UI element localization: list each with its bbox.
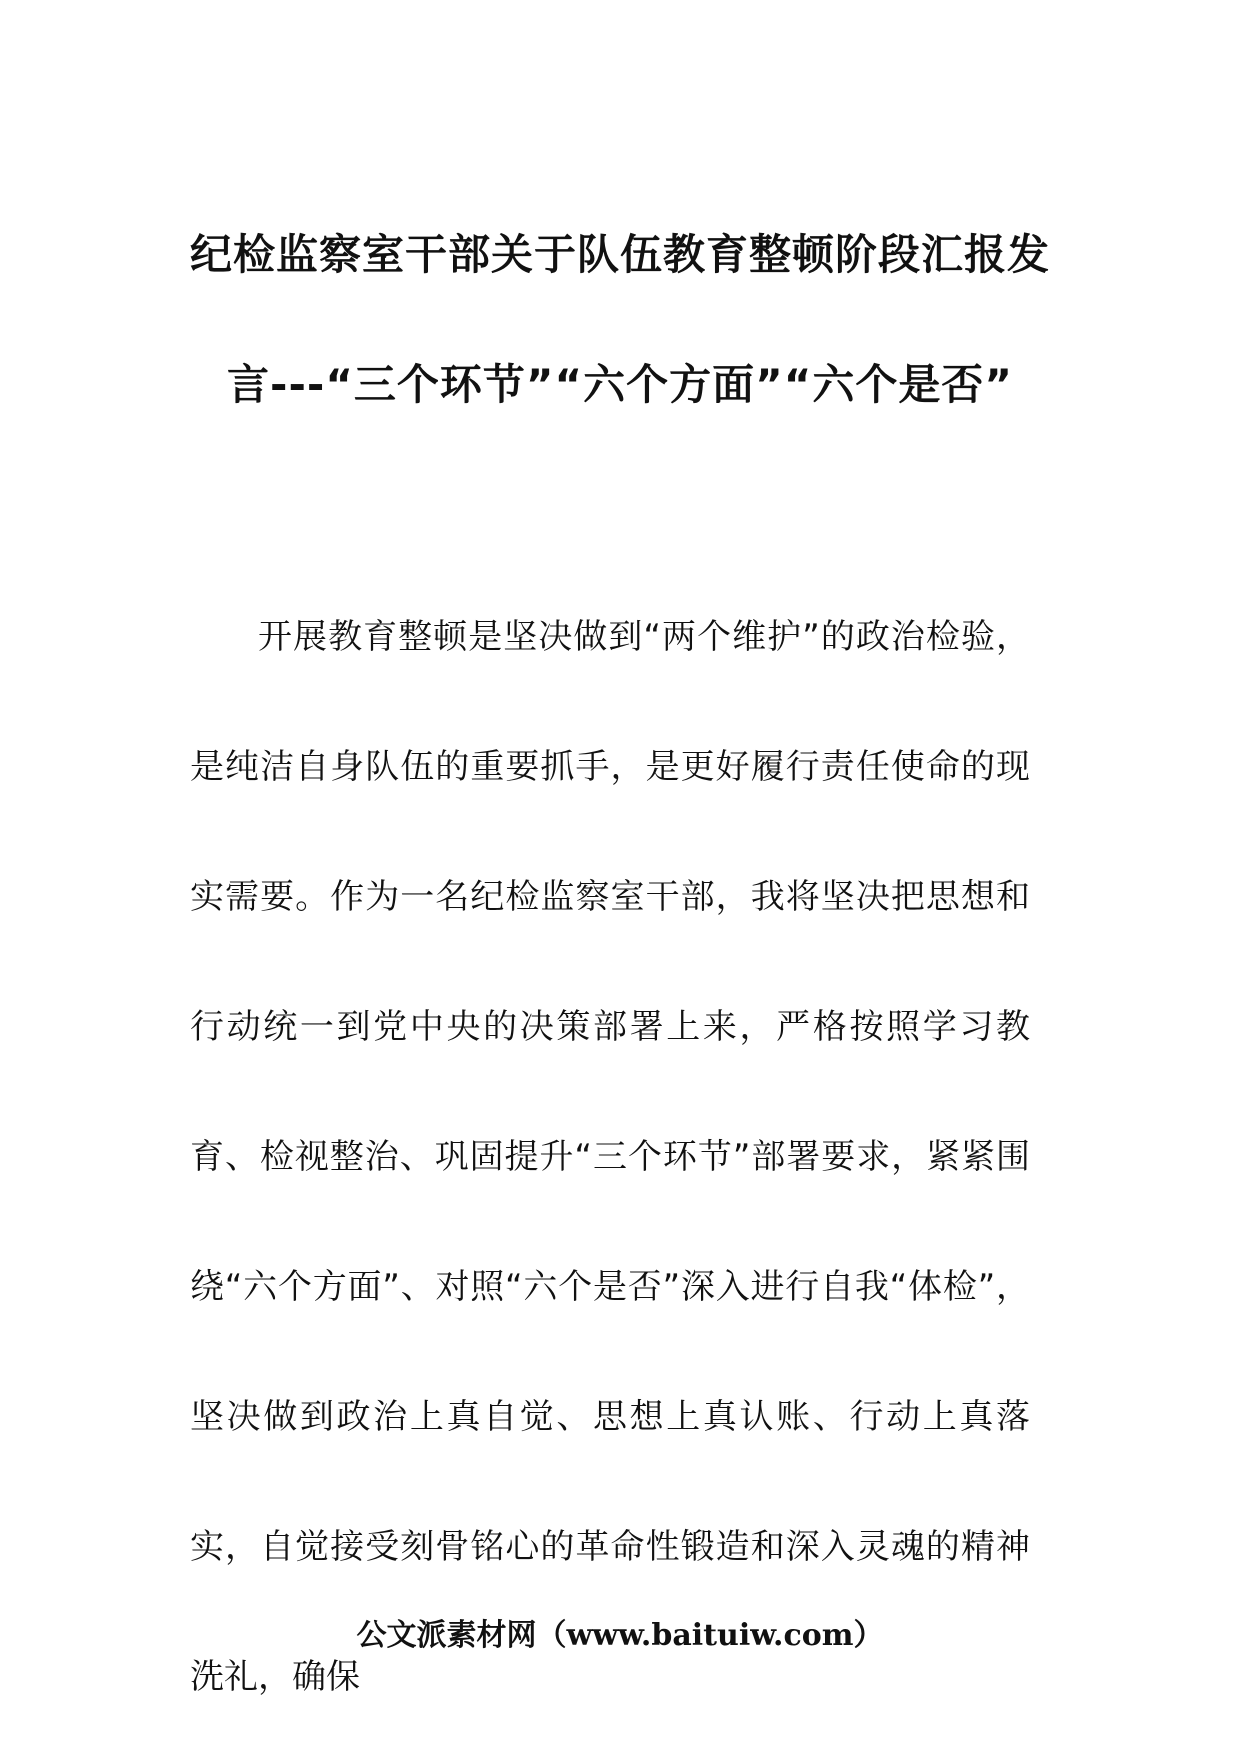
footer-watermark: 公文派素材网（www.baituiw.com） <box>356 1618 884 1653</box>
document-title: 纪检监察室干部关于队伍教育整顿阶段汇报发言---“三个环节”“六个方面”“六个是否” <box>189 230 1050 409</box>
body-paragraph: 开展教育整顿是坚决做到“两个维护”的政治检验，是纯洁自身队伍的重要抓手，是更好履行责任使命的现实需要。作为一名纪检监察室干部，我将坚决把思想和行动统一到党中央的决策部署上来，严格按照学习教育、检视整治、巩固提升“三个环节”部署要求，紧紧围绕“六个方面”、对照“六个是否”深入进行自我“体检”，坚决做到政治上真自觉、思想上真认账、行动上真落实，自觉接受刻骨铭心的革命性锻造和深入灵魂的精神洗礼，确保 <box>190 617 1030 1697</box>
